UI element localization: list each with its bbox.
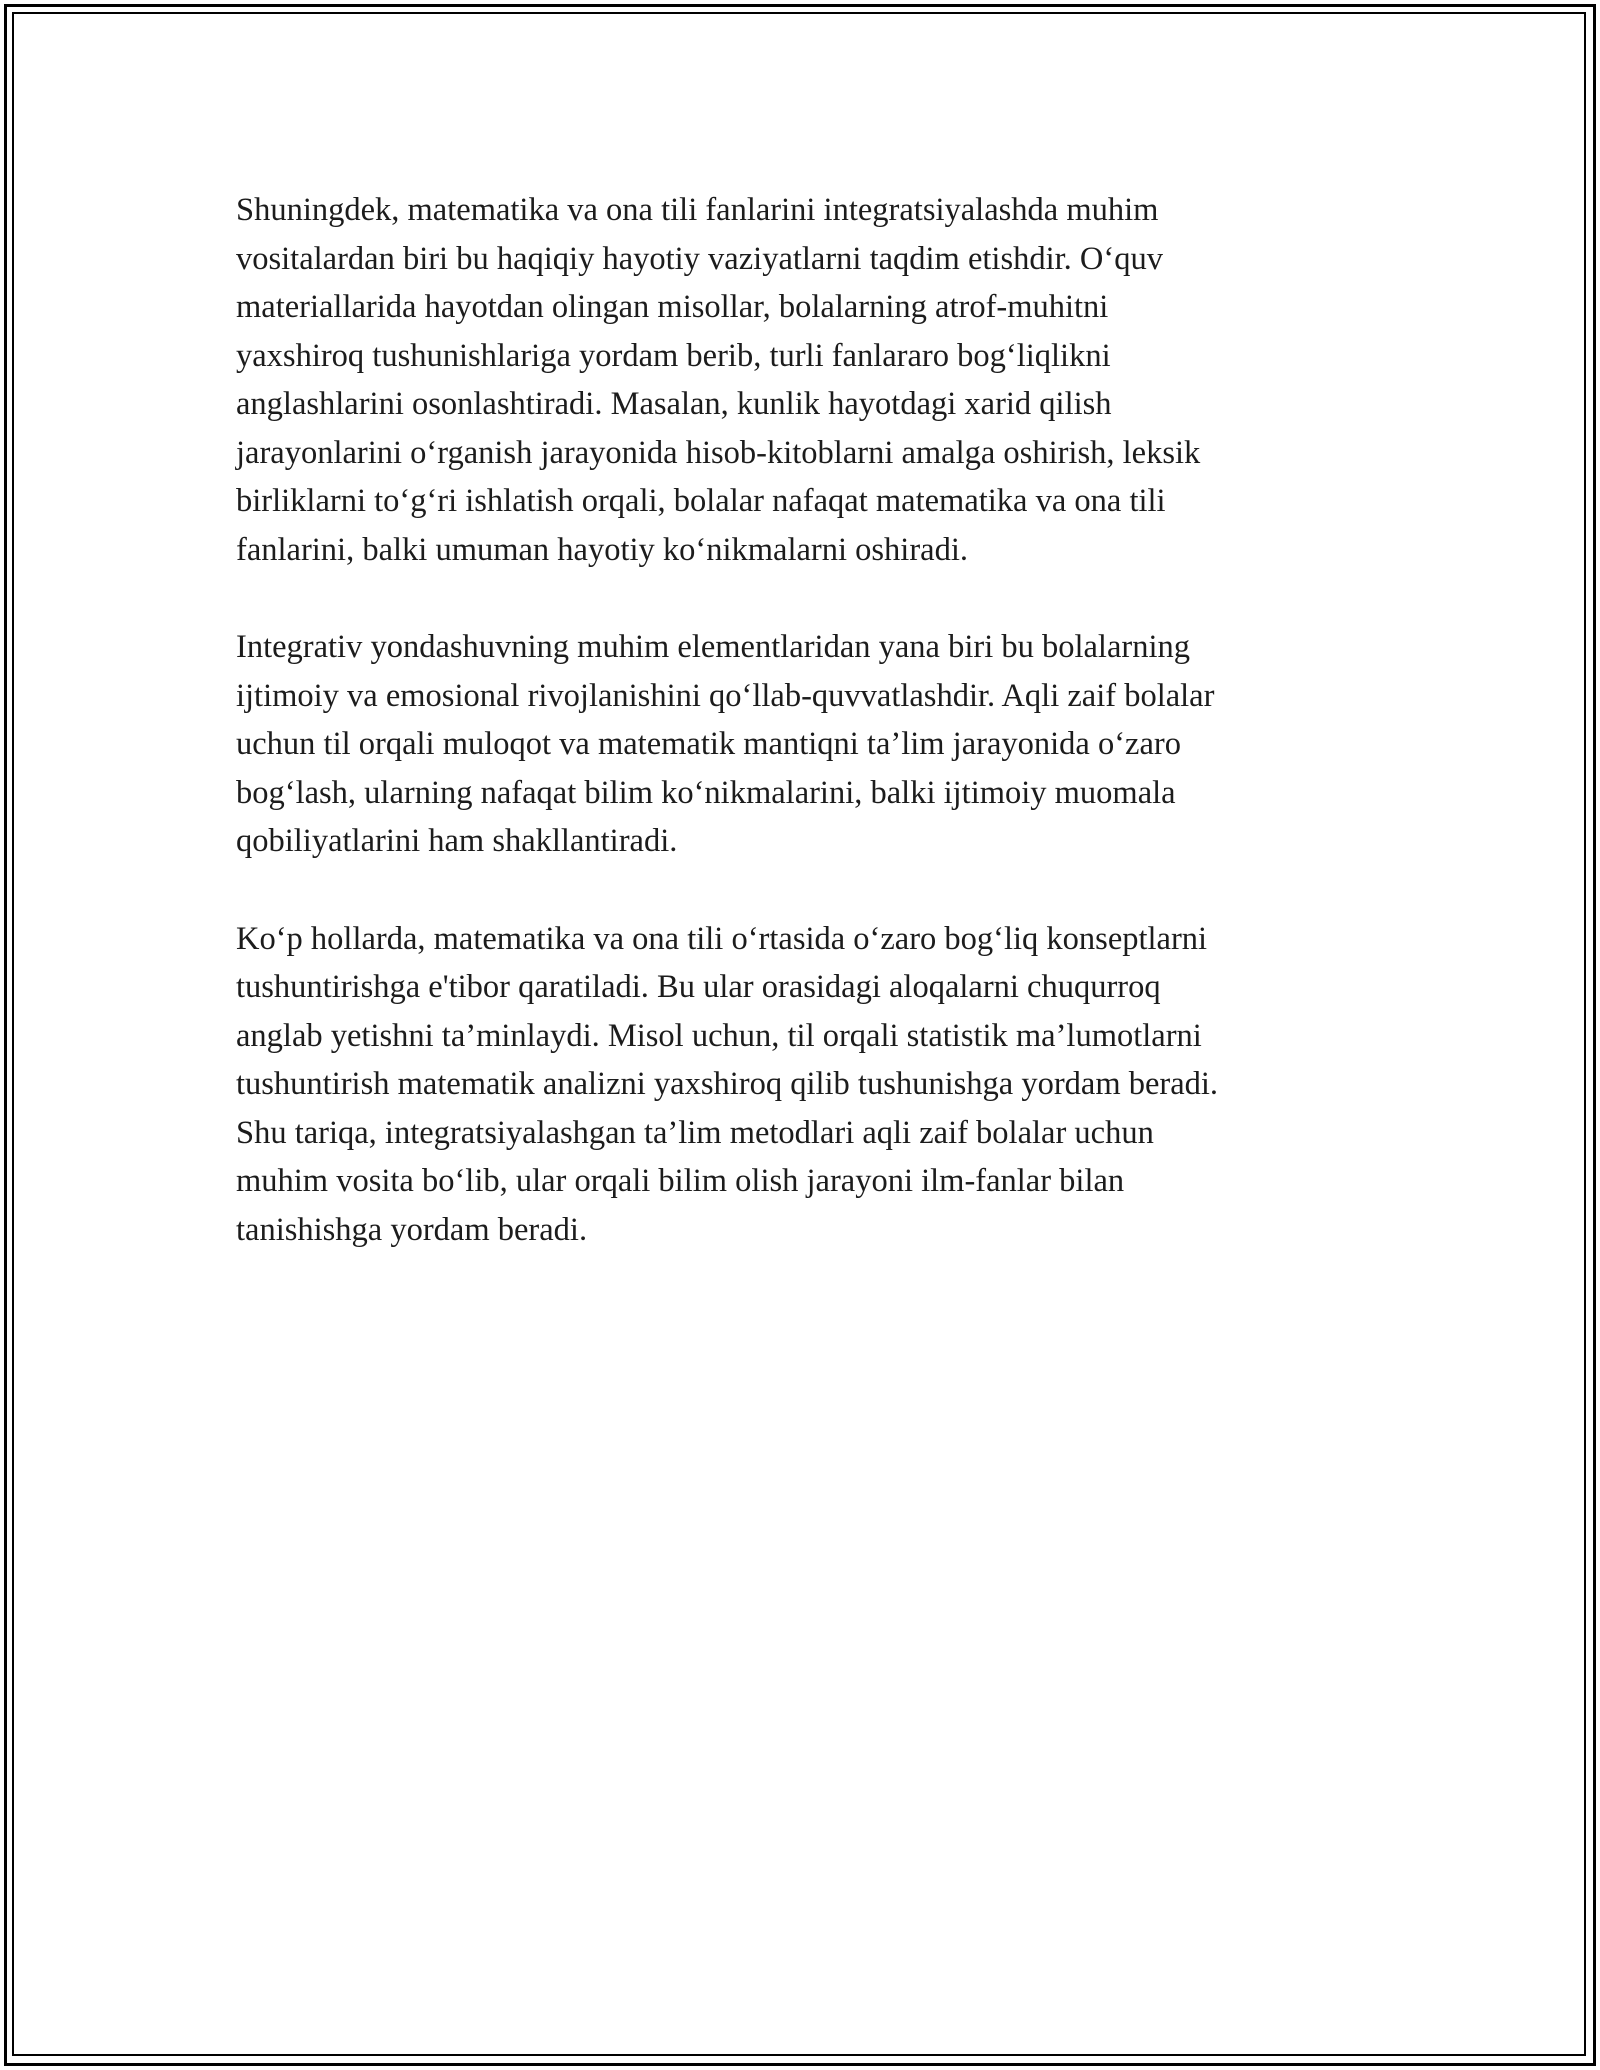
text-line: tanishishga yordam beradi.	[236, 1211, 588, 1248]
text-line: Integrativ yondashuvning muhim elementlaridan yana biri bu bolalarning	[236, 629, 1190, 665]
text-line: Shu tariqa, integratsiyalashgan ta’lim metodlari aqli zaif bolalar uchun	[236, 1114, 1154, 1151]
text-line: qobiliyatlarini ham shakllantiradi.	[236, 823, 678, 859]
text-line: Shuningdek, matematika va ona tili fanlarini integratsiyalashda muhim	[236, 192, 1159, 228]
text-line: birliklarni to‘g‘ri ishlatish orqali, bolalar nafaqat matematika va ona tili	[236, 483, 1166, 519]
text-line: yaxshiroq tushunishlariga yordam berib, turli fanlararo bog‘liqlikni	[236, 337, 1111, 374]
paragraph-1	[236, 186, 1364, 574]
text-line: vositalardan biri bu haqiqiy hayotiy vaziyatlarni taqdim etishdir. O‘quv	[236, 240, 1163, 277]
text-line: anglashlarini osonlashtiradi. Masalan, kunlik hayotdagi xarid qilish	[236, 386, 1112, 422]
text-line: muhim vosita bo‘lib, ular orqali bilim olish jarayoni ilm-fanlar bilan	[236, 1163, 1125, 1199]
text-line: uchun til orqali muloqot va matematik mantiqni ta’lim jarayonida o‘zaro	[236, 726, 1181, 762]
text-line: jarayonlarini o‘rganish jarayonida hisob-kitoblarni amalga oshirish, leksik	[236, 434, 1201, 471]
text-line: bog‘lash, ularning nafaqat bilim ko‘nikmalarini, balki ijtimoiy muomala	[236, 774, 1176, 811]
document-body	[236, 186, 1364, 1303]
text-line: anglab yetishni ta’minlaydi. Misol uchun, til orqali statistik ma’lumotlarni	[236, 1017, 1202, 1054]
text-line: tushuntirish matematik analizni yaxshiroq qilib tushunishga yordam beradi.	[236, 1066, 1219, 1102]
paragraph-3	[236, 915, 1364, 1255]
text-line: tushuntirishga e'tibor qaratiladi. Bu ular orasidagi aloqalarni chuqurroq	[236, 969, 1161, 1005]
text-line: materiallarida hayotdan olingan misollar, bolalarning atrof-muhitni	[236, 289, 1109, 325]
paragraph-2	[236, 623, 1364, 866]
text-line: fanlarini, balki umuman hayotiy ko‘nikmalarni oshiradi.	[236, 531, 968, 568]
text-line: Ko‘p hollarda, matematika va ona tili o‘rtasida o‘zaro bog‘liq konseptlarni	[236, 920, 1208, 957]
text-line: ijtimoiy va emosional rivojlanishini qo‘llab-quvvatlashdir. Aqli zaif bolalar	[236, 677, 1215, 714]
